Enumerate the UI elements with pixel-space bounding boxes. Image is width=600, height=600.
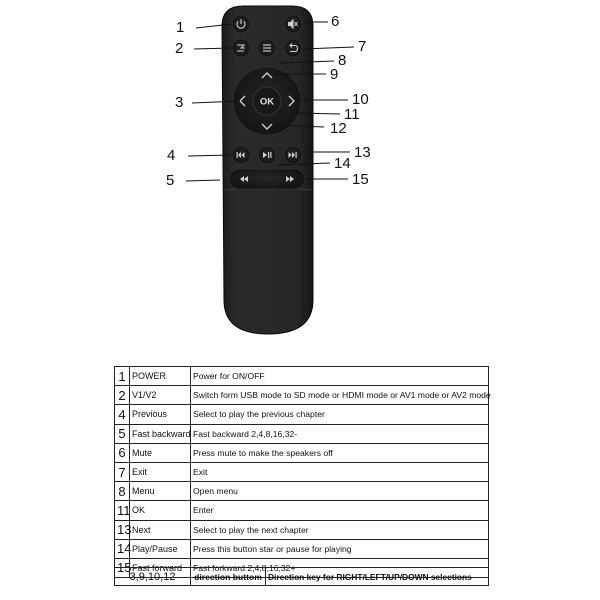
row-description: Select to play the previous chapter [191, 405, 489, 424]
table-row [115, 424, 489, 443]
row-number: 7 [115, 462, 130, 481]
row-description: Exit [191, 462, 489, 481]
footer-description: Direction key for RIGHT/LEFT/UP/DOWN selections [266, 568, 489, 586]
row-button-name: Menu [130, 482, 191, 501]
row-number: 15 [115, 558, 130, 577]
row-description: Switch form USB mode to SD mode or HDMI mode or AV1 mode or AV2 mode [191, 386, 489, 405]
row-number: 4 [115, 405, 130, 424]
table-row [115, 539, 489, 558]
row-description: Power for ON/OFF [191, 367, 489, 386]
table-row [115, 405, 489, 424]
button-function-table [114, 366, 489, 578]
table-row [115, 462, 489, 481]
row-button-name: Next [130, 520, 191, 539]
row-number: 1 [115, 367, 130, 386]
table-row [115, 501, 489, 520]
row-description: Press this button star or pause for playing [191, 539, 489, 558]
callout-6: 6 [331, 13, 340, 30]
row-button-name: V1/V2 [130, 386, 191, 405]
footer-name: direction buttom [191, 568, 266, 586]
callout-8: 8 [338, 52, 347, 69]
row-button-name: Fast backward [130, 424, 191, 443]
row-button-name: Exit [130, 462, 191, 481]
callout-12: 12 [330, 120, 347, 137]
footer-number: 3,9,10,12 [115, 568, 191, 586]
exit-button[interactable] [284, 39, 302, 57]
row-number: 8 [115, 482, 130, 501]
callout-14: 14 [334, 155, 351, 172]
callout-5: 5 [166, 172, 175, 189]
callout-9: 9 [330, 66, 339, 83]
table-row [115, 386, 489, 405]
row-button-name: Play/Pause [130, 539, 191, 558]
row-button-name: Fast forward [130, 558, 191, 577]
callout-7: 7 [358, 38, 367, 55]
table-row [115, 443, 489, 462]
callout-1: 1 [176, 19, 185, 36]
callout-10: 10 [352, 91, 369, 108]
row-description: Enter [191, 501, 489, 520]
callout-11: 11 [344, 106, 360, 123]
row-description: Select to play the next chapter [191, 520, 489, 539]
row-button-name: Previous [130, 405, 191, 424]
footer-row [115, 568, 489, 586]
callout-3: 3 [175, 94, 184, 111]
callout-15: 15 [352, 171, 369, 188]
row-button-name: POWER [130, 367, 191, 386]
ok-label: OK [259, 96, 275, 108]
row-number: 5 [115, 424, 130, 443]
row-number: 14 [115, 539, 130, 558]
direction-buttons-row [114, 567, 489, 586]
table-row [115, 482, 489, 501]
table-row [115, 367, 489, 386]
table-row [115, 520, 489, 539]
row-description: Open menu [191, 482, 489, 501]
row-button-name: OK [130, 501, 191, 520]
callout-13: 13 [354, 144, 371, 161]
callout-2: 2 [175, 40, 184, 57]
row-number: 11 [115, 501, 130, 520]
row-description: Fast backward 2,4,8,16,32- [191, 424, 489, 443]
callout-4: 4 [167, 147, 176, 164]
row-number: 6 [115, 443, 130, 462]
row-number: 2 [115, 386, 130, 405]
row-number: 13 [115, 520, 130, 539]
row-button-name: Mute [130, 443, 191, 462]
row-description: Press mute to make the speakers off [191, 443, 489, 462]
row-description: Fast forkward 2,4,8,16,32+ [191, 558, 489, 577]
